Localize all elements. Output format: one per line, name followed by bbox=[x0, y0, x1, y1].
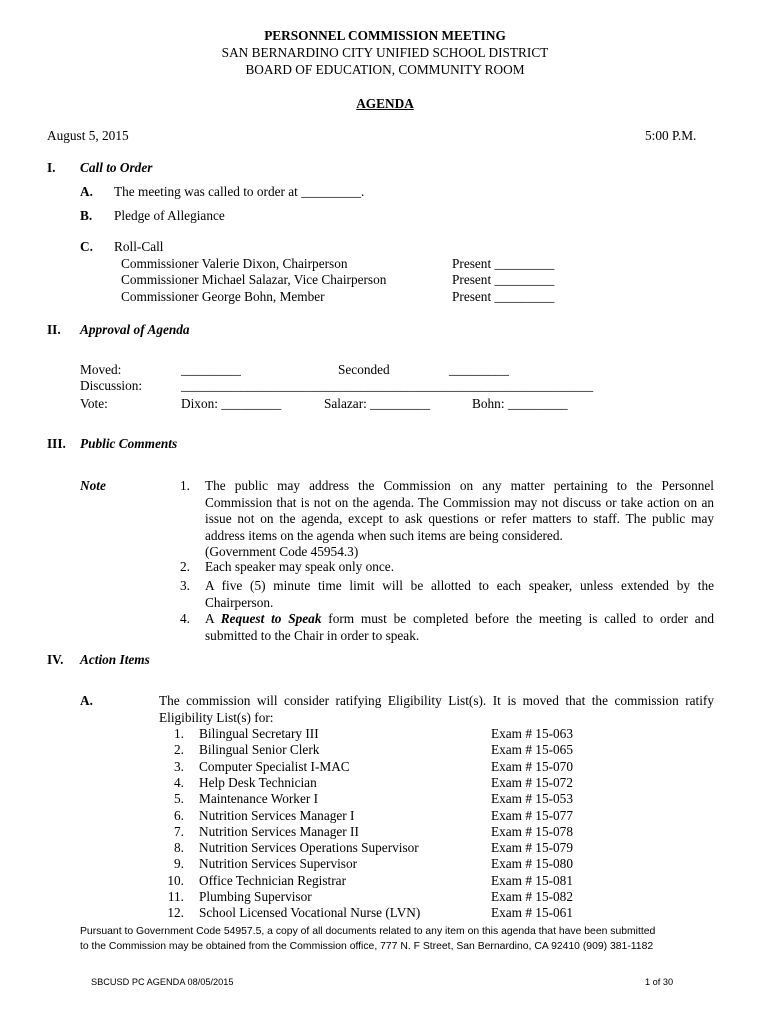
eligibility-list-exam: Exam # 15-082 bbox=[491, 889, 573, 904]
public-comment-number: 2. bbox=[180, 559, 190, 574]
eligibility-list-title: Nutrition Services Manager I bbox=[199, 808, 355, 823]
moved-label: Moved: bbox=[80, 362, 122, 377]
item-1a-letter: A. bbox=[80, 184, 93, 199]
section-3-number: III. bbox=[47, 436, 66, 451]
public-comment-number: 3. bbox=[180, 578, 190, 593]
eligibility-list-exam: Exam # 15-077 bbox=[491, 808, 573, 823]
roll-call-status: Present _________ bbox=[452, 289, 555, 304]
eligibility-list-title: Nutrition Services Manager II bbox=[199, 824, 359, 839]
eligibility-list-number: 6. bbox=[174, 808, 184, 823]
eligibility-list-exam: Exam # 15-063 bbox=[491, 726, 573, 741]
eligibility-list-title: Computer Specialist I-MAC bbox=[199, 759, 350, 774]
eligibility-intro: The commission will consider ratifying Eligibility List(s). It is moved that the commission ratify Eligibility List(s) for: bbox=[159, 693, 714, 725]
eligibility-list-number: 4. bbox=[174, 775, 184, 790]
eligibility-list-title: Nutrition Services Supervisor bbox=[199, 856, 358, 871]
item-1b-letter: B. bbox=[80, 208, 93, 223]
moved-blank: _________ bbox=[181, 362, 241, 377]
meeting-date: August 5, 2015 bbox=[47, 128, 129, 143]
discussion-label: Discussion: bbox=[80, 378, 143, 393]
public-comment-number: 4. bbox=[180, 611, 190, 626]
note-label: Note bbox=[80, 478, 106, 493]
section-3-title: Public Comments bbox=[80, 436, 178, 451]
roll-call-status: Present _________ bbox=[452, 256, 555, 271]
vote-salazar: Salazar: _________ bbox=[324, 396, 430, 411]
eligibility-list-number: 8. bbox=[174, 840, 184, 855]
eligibility-list-number: 1. bbox=[174, 726, 184, 741]
vote-label: Vote: bbox=[80, 396, 108, 411]
request-post: form must be completed before the meeting is called to order and submitted to the Chair in order to speak. bbox=[205, 611, 714, 643]
seconded-label: Seconded bbox=[338, 362, 390, 377]
footer-doc-id: SBCUSD PC AGENDA 08/05/2015 bbox=[91, 977, 234, 987]
section-2-number: II. bbox=[47, 322, 61, 337]
eligibility-list-number: 2. bbox=[174, 742, 184, 757]
public-comment-number: 1. bbox=[180, 478, 190, 493]
eligibility-list-title: Help Desk Technician bbox=[199, 775, 317, 790]
government-code-ref: (Government Code 45954.3) bbox=[205, 544, 359, 559]
request-to-speak-form: Request to Speak bbox=[220, 611, 322, 626]
eligibility-list-number: 7. bbox=[174, 824, 184, 839]
government-code-notice-line-1: Pursuant to Government Code 54957.5, a copy of all documents related to any item on this agenda that have been submitted bbox=[80, 926, 656, 937]
item-1c-letter: C. bbox=[80, 239, 93, 254]
eligibility-list-exam: Exam # 15-053 bbox=[491, 791, 573, 806]
eligibility-list-title: Nutrition Services Operations Supervisor bbox=[199, 840, 419, 855]
vote-bohn: Bohn: _________ bbox=[472, 396, 568, 411]
eligibility-list-exam: Exam # 15-061 bbox=[491, 905, 573, 920]
eligibility-list-exam: Exam # 15-078 bbox=[491, 824, 573, 839]
eligibility-list-title: Office Technician Registrar bbox=[199, 873, 346, 888]
meeting-location: BOARD OF EDUCATION, COMMUNITY ROOM bbox=[245, 62, 525, 77]
roll-call-name: Commissioner George Bohn, Member bbox=[121, 289, 325, 304]
discussion-blank: ______________________________________________________________ bbox=[181, 378, 594, 393]
eligibility-list-title: Plumbing Supervisor bbox=[199, 889, 312, 904]
roll-call-name: Commissioner Michael Salazar, Vice Chairperson bbox=[121, 272, 387, 287]
eligibility-list-title: Bilingual Senior Clerk bbox=[199, 742, 320, 757]
meeting-time: 5:00 P.M. bbox=[645, 128, 697, 143]
eligibility-list-number: 3. bbox=[174, 759, 184, 774]
eligibility-list-title: Maintenance Worker I bbox=[199, 791, 319, 806]
meeting-title: PERSONNEL COMMISSION MEETING bbox=[264, 28, 506, 43]
eligibility-list-number: 9. bbox=[174, 856, 184, 871]
eligibility-list-exam: Exam # 15-070 bbox=[491, 759, 573, 774]
eligibility-list-title: School Licensed Vocational Nurse (LVN) bbox=[199, 905, 421, 920]
eligibility-list-number: 10. bbox=[167, 873, 184, 888]
eligibility-list-number: 5. bbox=[174, 791, 184, 806]
roll-call-label: Roll-Call bbox=[114, 239, 164, 254]
eligibility-list-exam: Exam # 15-065 bbox=[491, 742, 573, 757]
public-comment-rule bbox=[205, 478, 714, 561]
request-pre: A bbox=[205, 611, 221, 626]
district-name: SAN BERNARDINO CITY UNIFIED SCHOOL DISTRICT bbox=[221, 45, 549, 60]
section-2-title: Approval of Agenda bbox=[80, 322, 190, 337]
government-code-notice-line-2: to the Commission may be obtained from the Commission office, 777 N. F Street, San Bernardino, CA 92410 (909) 381-1182 bbox=[80, 941, 654, 952]
section-4-title: Action Items bbox=[80, 652, 150, 667]
public-comment-text: A five (5) minute time limit will be allotted to each speaker, unless extended by the Chairperson. bbox=[205, 578, 714, 610]
agenda-heading: AGENDA bbox=[356, 96, 414, 111]
page-number: 1 of 30 bbox=[645, 977, 674, 987]
vote-dixon: Dixon: _________ bbox=[181, 396, 282, 411]
eligibility-list-exam: Exam # 15-081 bbox=[491, 873, 573, 888]
public-comment-text: Each speaker may speak only once. bbox=[205, 559, 395, 574]
eligibility-list-number: 11. bbox=[167, 889, 184, 904]
eligibility-list-exam: Exam # 15-072 bbox=[491, 775, 573, 790]
public-comment-text: The public may address the Commission on any matter pertaining to the Personnel Commission that is not on the agenda. The Commission may not discuss or take action on an issue not on the agenda, except to ask questions or refer matters to staff. The public may address items on the agenda when such items are being considered. bbox=[205, 478, 714, 543]
seconded-blank: _________ bbox=[449, 362, 509, 377]
section-4-number: IV. bbox=[47, 652, 64, 667]
eligibility-list-exam: Exam # 15-080 bbox=[491, 856, 573, 871]
eligibility-list-title: Bilingual Secretary III bbox=[199, 726, 319, 741]
section-1-title: Call to Order bbox=[80, 160, 153, 175]
eligibility-list-number: 12. bbox=[167, 905, 184, 920]
eligibility-list-exam: Exam # 15-079 bbox=[491, 840, 573, 855]
call-to-order-text: The meeting was called to order at _________. bbox=[114, 184, 365, 199]
public-comment-rule bbox=[205, 611, 714, 644]
roll-call-status: Present _________ bbox=[452, 272, 555, 287]
pledge-text: Pledge of Allegiance bbox=[114, 208, 225, 223]
section-1-number: I. bbox=[47, 160, 56, 175]
item-4a-letter: A. bbox=[80, 693, 93, 708]
roll-call-name: Commissioner Valerie Dixon, Chairperson bbox=[121, 256, 348, 271]
